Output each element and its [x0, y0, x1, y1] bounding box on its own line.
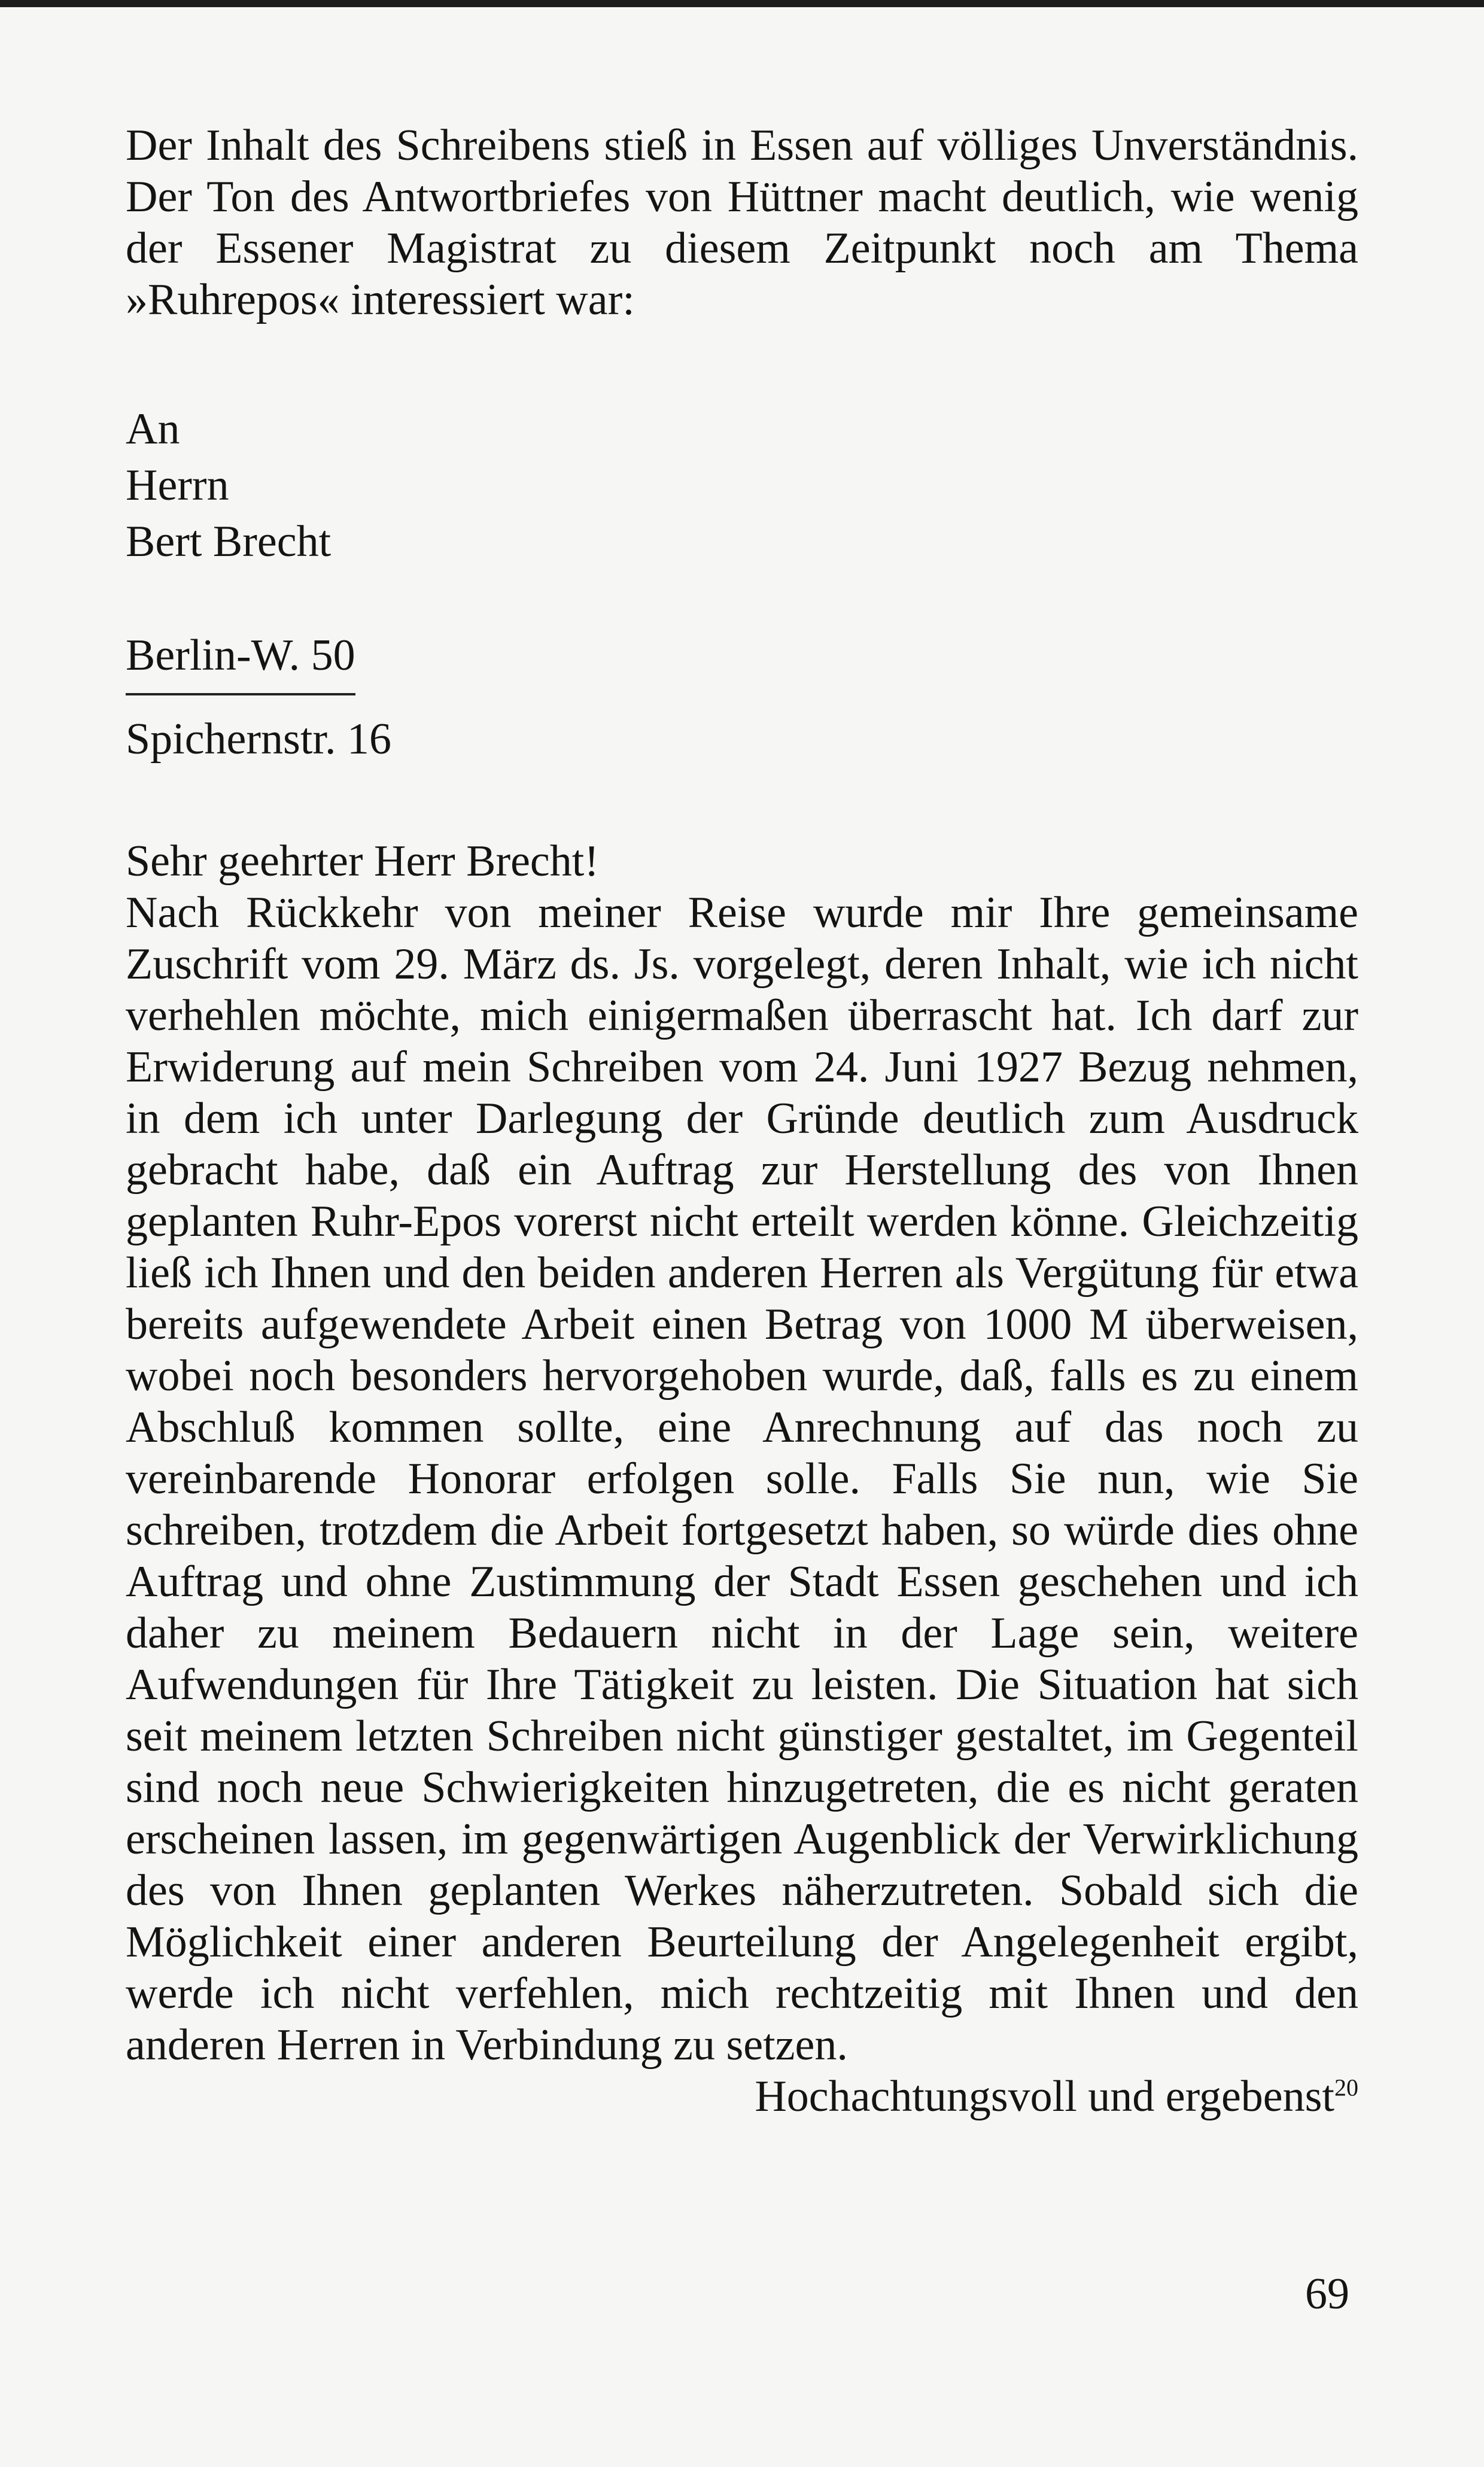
address-line-name: Bert Brecht [126, 517, 332, 566]
book-page [126, 120, 1358, 2122]
address-location [126, 630, 1358, 765]
letter-salutation: Sehr geehrter Herr Brecht! [126, 837, 599, 886]
letter-address [126, 401, 1358, 570]
letter-body: Nach Rückkehr von meiner Reise wurde mir Ihre gemeinsame Zuschrift vom 29. März ds. Js. vorgelegt, deren Inhalt, wie ich nicht verhehlen möchte, mich einigermaßen überrascht hat. Ich darf zur Erwiderung auf mein Schreiben vom 24. Juni 1927 Bezug nehmen, in dem ich unter Darlegung der Gründe deutlich zum Ausdruck gebracht habe, daß ein Auftrag zur Herstellung des von Ihnen geplanten Ruhr-Epos vorerst nicht erteilt werden könne. Gleichzeitig ließ ich Ihnen und den beiden anderen Herren als Vergütung für etwa bereits aufgewendete Arbeit einen Betrag von 1000 M überweisen, wobei noch besonders hervorgehoben wurde, daß, falls es zu einem Abschluß kommen sollte, eine Anrechnung auf das noch zu vereinbarende Honorar erfolgen solle. Falls Sie nun, wie Sie schreiben, trotzdem die Arbeit fortgesetzt haben, so würde dies ohne Auftrag und ohne Zustimmung der Stadt Essen geschehen und ich daher zu meinem Bedauern nicht in der Lage sein, weitere Aufwendungen für Ihre Tätigkeit zu leisten. Die Situation hat sich seit meinem letzten Schreiben nicht günstiger gestaltet, im Gegenteil sind noch neue Schwierigkeiten hinzugetreten, die es nicht geraten erscheinen lassen, im gegenwärtigen Augenblick der Verwirklichung des von Ihnen geplanten Werkes näherzutreten. Sobald sich die Möglichkeit einer anderen Beurteilung der Angelegenheit ergibt, werde ich nicht verfehlen, mich rechtzeitig mit Ihnen und den anderen Herren in Verbindung zu setzen. [126, 888, 1358, 2070]
closing-text: Hochachtungsvoll und ergebenst [755, 2072, 1334, 2121]
intro-paragraph: Der Inhalt des Schreibens stieß in Essen auf völliges Unverständnis. Der Ton des Antwortbriefes von Hüttner macht deutlich, wie wenig der Essener Magistrat zu diesem Zeitpunkt noch am Thema »Ruhrepos« interessiert war: [126, 121, 1358, 324]
page-number: 69 [1305, 2269, 1349, 2319]
letter-closing [126, 2071, 1358, 2122]
address-street: Spichernstr. 16 [126, 715, 391, 764]
address-city: Berlin-W. 50 [126, 630, 355, 695]
address-line-herrn: Herrn [126, 461, 229, 510]
footnote-marker: 20 [1334, 2074, 1358, 2101]
top-edge-rule [0, 0, 1484, 7]
address-line-an: An [126, 405, 180, 454]
